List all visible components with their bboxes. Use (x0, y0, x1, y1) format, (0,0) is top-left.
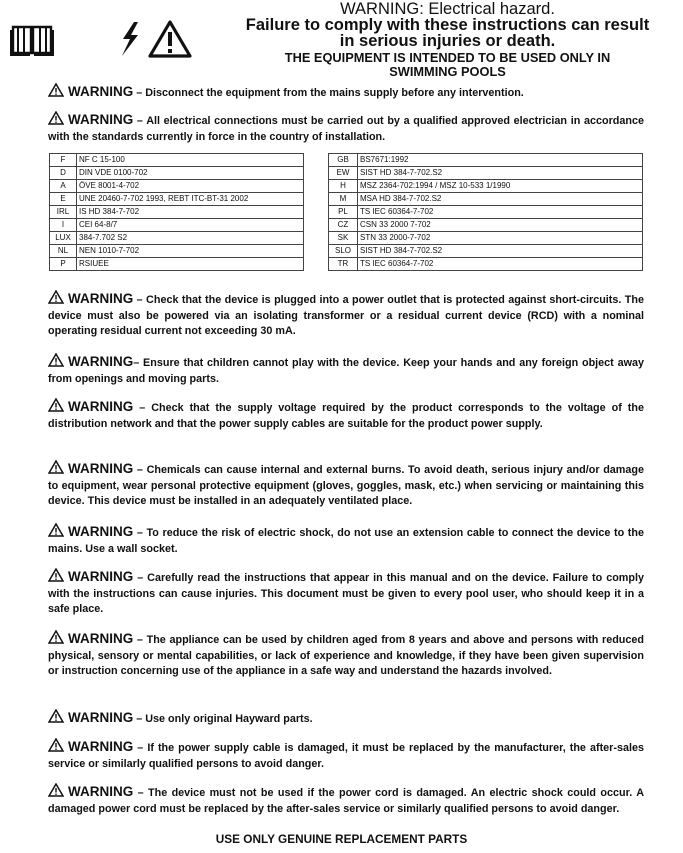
standards-table (49, 153, 643, 271)
standard-value: 384-7.702 S2 (77, 232, 304, 245)
warning-text: – Ensure that children cannot play with the device. Keep your hands and any foreign object away from openings and moving parts. (48, 357, 644, 385)
country-code: A (50, 180, 77, 193)
warning-label: WARNING (68, 524, 134, 539)
country-code: GB (329, 154, 358, 167)
standard-value: CSN 33 2000 7-702 (358, 219, 643, 232)
warning-triangle-icon (48, 783, 64, 797)
standard-value: MSZ 2364-702:1994 / MSZ 10-533 1/1990 (358, 180, 643, 193)
standard-value: TS IEC 60364-7-702 (358, 258, 643, 271)
standard-value: MSA HD 384-7-702.S2 (358, 193, 643, 206)
country-code: CZ (329, 219, 358, 232)
country-code: PL (329, 206, 358, 219)
warning-1 (48, 83, 644, 102)
warning-triangle-icon (148, 20, 192, 58)
warning-label: WARNING (68, 710, 134, 725)
country-code: H (329, 180, 358, 193)
warning-7 (48, 523, 644, 557)
country-code: E (50, 193, 77, 206)
table-row (50, 206, 643, 219)
warning-10 (48, 709, 644, 728)
subtitle-line-2: SWIMMING POOLS (389, 64, 506, 79)
warning-text: – Check that the device is plugged into a power outlet that is protected against short-circuits. The device must also be powered via an isolating transformer or a residual current device (RCD) with a nominal operating residual current not exceeding 30 mA. (48, 294, 644, 337)
country-code: LUX (50, 232, 77, 245)
warning-8 (48, 568, 644, 618)
standard-value: STN 33 2000-7-702 (358, 232, 643, 245)
warning-text: – Check that the supply voltage required by the product corresponds to the voltage of the distribution network and that the power supply cables are suitable for the product power supply. (48, 402, 644, 430)
table-row (50, 154, 643, 167)
warning-triangle-icon (48, 568, 64, 582)
warning-text: – The appliance can be used by children aged from 8 years and above and persons with reduced physical, sensory or mental capabilities, or lack of experience and knowledge, if they have been given supervision or instruction concerning use of the appliance in a safe way and understand the hazards involved. (48, 634, 644, 677)
warning-11 (48, 738, 644, 772)
warning-text: – Disconnect the equipment from the mains supply before any intervention. (133, 87, 524, 99)
standard-value: CEI 64-8/7 (77, 219, 304, 232)
table-row (50, 232, 643, 245)
warning-label: WARNING (68, 291, 134, 306)
country-code: IRL (50, 206, 77, 219)
title-line-3: in serious injuries or death. (339, 32, 556, 50)
warning-text: – If the power supply cable is damaged, it must be replaced by the manufacturer, the after-sales service or similarly qualified persons to avoid danger. (48, 742, 644, 770)
warning-label: WARNING (68, 784, 134, 799)
warning-text: – Carefully read the instructions that appear in this manual and on the device. Failure to comply with the instructions can cause injuries. This document must be given to every pool user, who should keep it in a safe place. (48, 572, 644, 615)
country-code: P (50, 258, 77, 271)
warning-12 (48, 783, 644, 817)
warning-label: WARNING (68, 112, 134, 127)
standard-value: NF C 15-100 (77, 154, 304, 167)
standard-value: SIST HD 384-7-702.S2 (358, 167, 643, 180)
standard-value: SIST HD 384-7-702.S2 (358, 245, 643, 258)
warning-triangle-icon (48, 630, 64, 644)
warning-triangle-icon (48, 111, 64, 125)
table-row (50, 245, 643, 258)
warning-label: WARNING (68, 84, 134, 99)
warning-triangle-icon (48, 523, 64, 537)
country-code: M (329, 193, 358, 206)
warning-triangle-icon (48, 709, 64, 723)
country-code: SLO (329, 245, 358, 258)
country-code: F (50, 154, 77, 167)
country-code: NL (50, 245, 77, 258)
warning-triangle-icon (48, 83, 64, 97)
warning-triangle-icon (48, 460, 64, 474)
standard-value: UNE 20460-7-702 1993, REBT ITC-BT-31 2002 (77, 193, 304, 206)
warning-label: WARNING (68, 569, 134, 584)
warning-triangle-icon (48, 353, 64, 367)
lightning-bolt-icon (118, 21, 142, 57)
warning-label: WARNING (68, 399, 134, 414)
subtitle-line-1: THE EQUIPMENT IS INTENDED TO BE USED ONLY IN (284, 50, 611, 65)
warning-triangle-icon (48, 738, 64, 752)
country-code: SK (329, 232, 358, 245)
footer-note: USE ONLY GENUINE REPLACEMENT PARTS (215, 832, 468, 846)
standard-value: BS7671:1992 (358, 154, 643, 167)
standard-value: ÖVE 8001-4-702 (77, 180, 304, 193)
warning-text: – All electrical connections must be carried out by a qualified approved electrician in accordance with the standards currently in force in the country of installation. (48, 115, 644, 143)
country-code: TR (329, 258, 358, 271)
warning-label: WARNING (68, 461, 134, 476)
standard-value: IS HD 384-7-702 (77, 206, 304, 219)
country-code: I (50, 219, 77, 232)
title-line-2: Failure to comply with these instructions can result (245, 16, 650, 34)
warning-label: WARNING (68, 354, 134, 369)
warning-6 (48, 460, 644, 510)
header-title-block (225, 1, 670, 79)
warning-9 (48, 630, 644, 680)
standard-value: DIN VDE 0100-702 (77, 167, 304, 180)
title-line-1: WARNING: Electrical hazard. (340, 0, 555, 18)
warning-label: WARNING (68, 631, 134, 646)
standard-value: NEN 1010-7-702 (77, 245, 304, 258)
table-row (50, 167, 643, 180)
manual-book-icon (10, 22, 54, 56)
table-row (50, 258, 643, 271)
warning-2 (48, 111, 644, 145)
warning-4 (48, 353, 644, 387)
standard-value: RSIUEE (77, 258, 304, 271)
warning-text: – Chemicals can cause internal and external burns. To avoid death, serious injury and/or damage to equipment, wear personal protective equipment (gloves, goggles, mask, etc.) when servicing or maintaining this device. This device must be installed in an adequately ventilated place. (48, 464, 644, 507)
warning-5 (48, 398, 644, 432)
table-row (50, 219, 643, 232)
country-code: EW (329, 167, 358, 180)
country-code: D (50, 167, 77, 180)
warning-text: – To reduce the risk of electric shock, do not use an extension cable to connect the device to the mains. Use a wall socket. (48, 527, 644, 555)
table-row (50, 180, 643, 193)
warning-text: – Use only original Hayward parts. (133, 713, 313, 725)
warning-triangle-icon (48, 398, 64, 412)
warning-triangle-icon (48, 290, 64, 304)
header-icons (10, 20, 192, 58)
standard-value: TS IEC 60364-7-702 (358, 206, 643, 219)
warning-3 (48, 290, 644, 340)
warning-label: WARNING (68, 739, 134, 754)
warning-text: – The device must not be used if the power cord is damaged. An electric shock could occur. A damaged power cord must be replaced by the after-sales service or similarly qualified persons to avoid danger. (48, 787, 644, 815)
table-row (50, 193, 643, 206)
